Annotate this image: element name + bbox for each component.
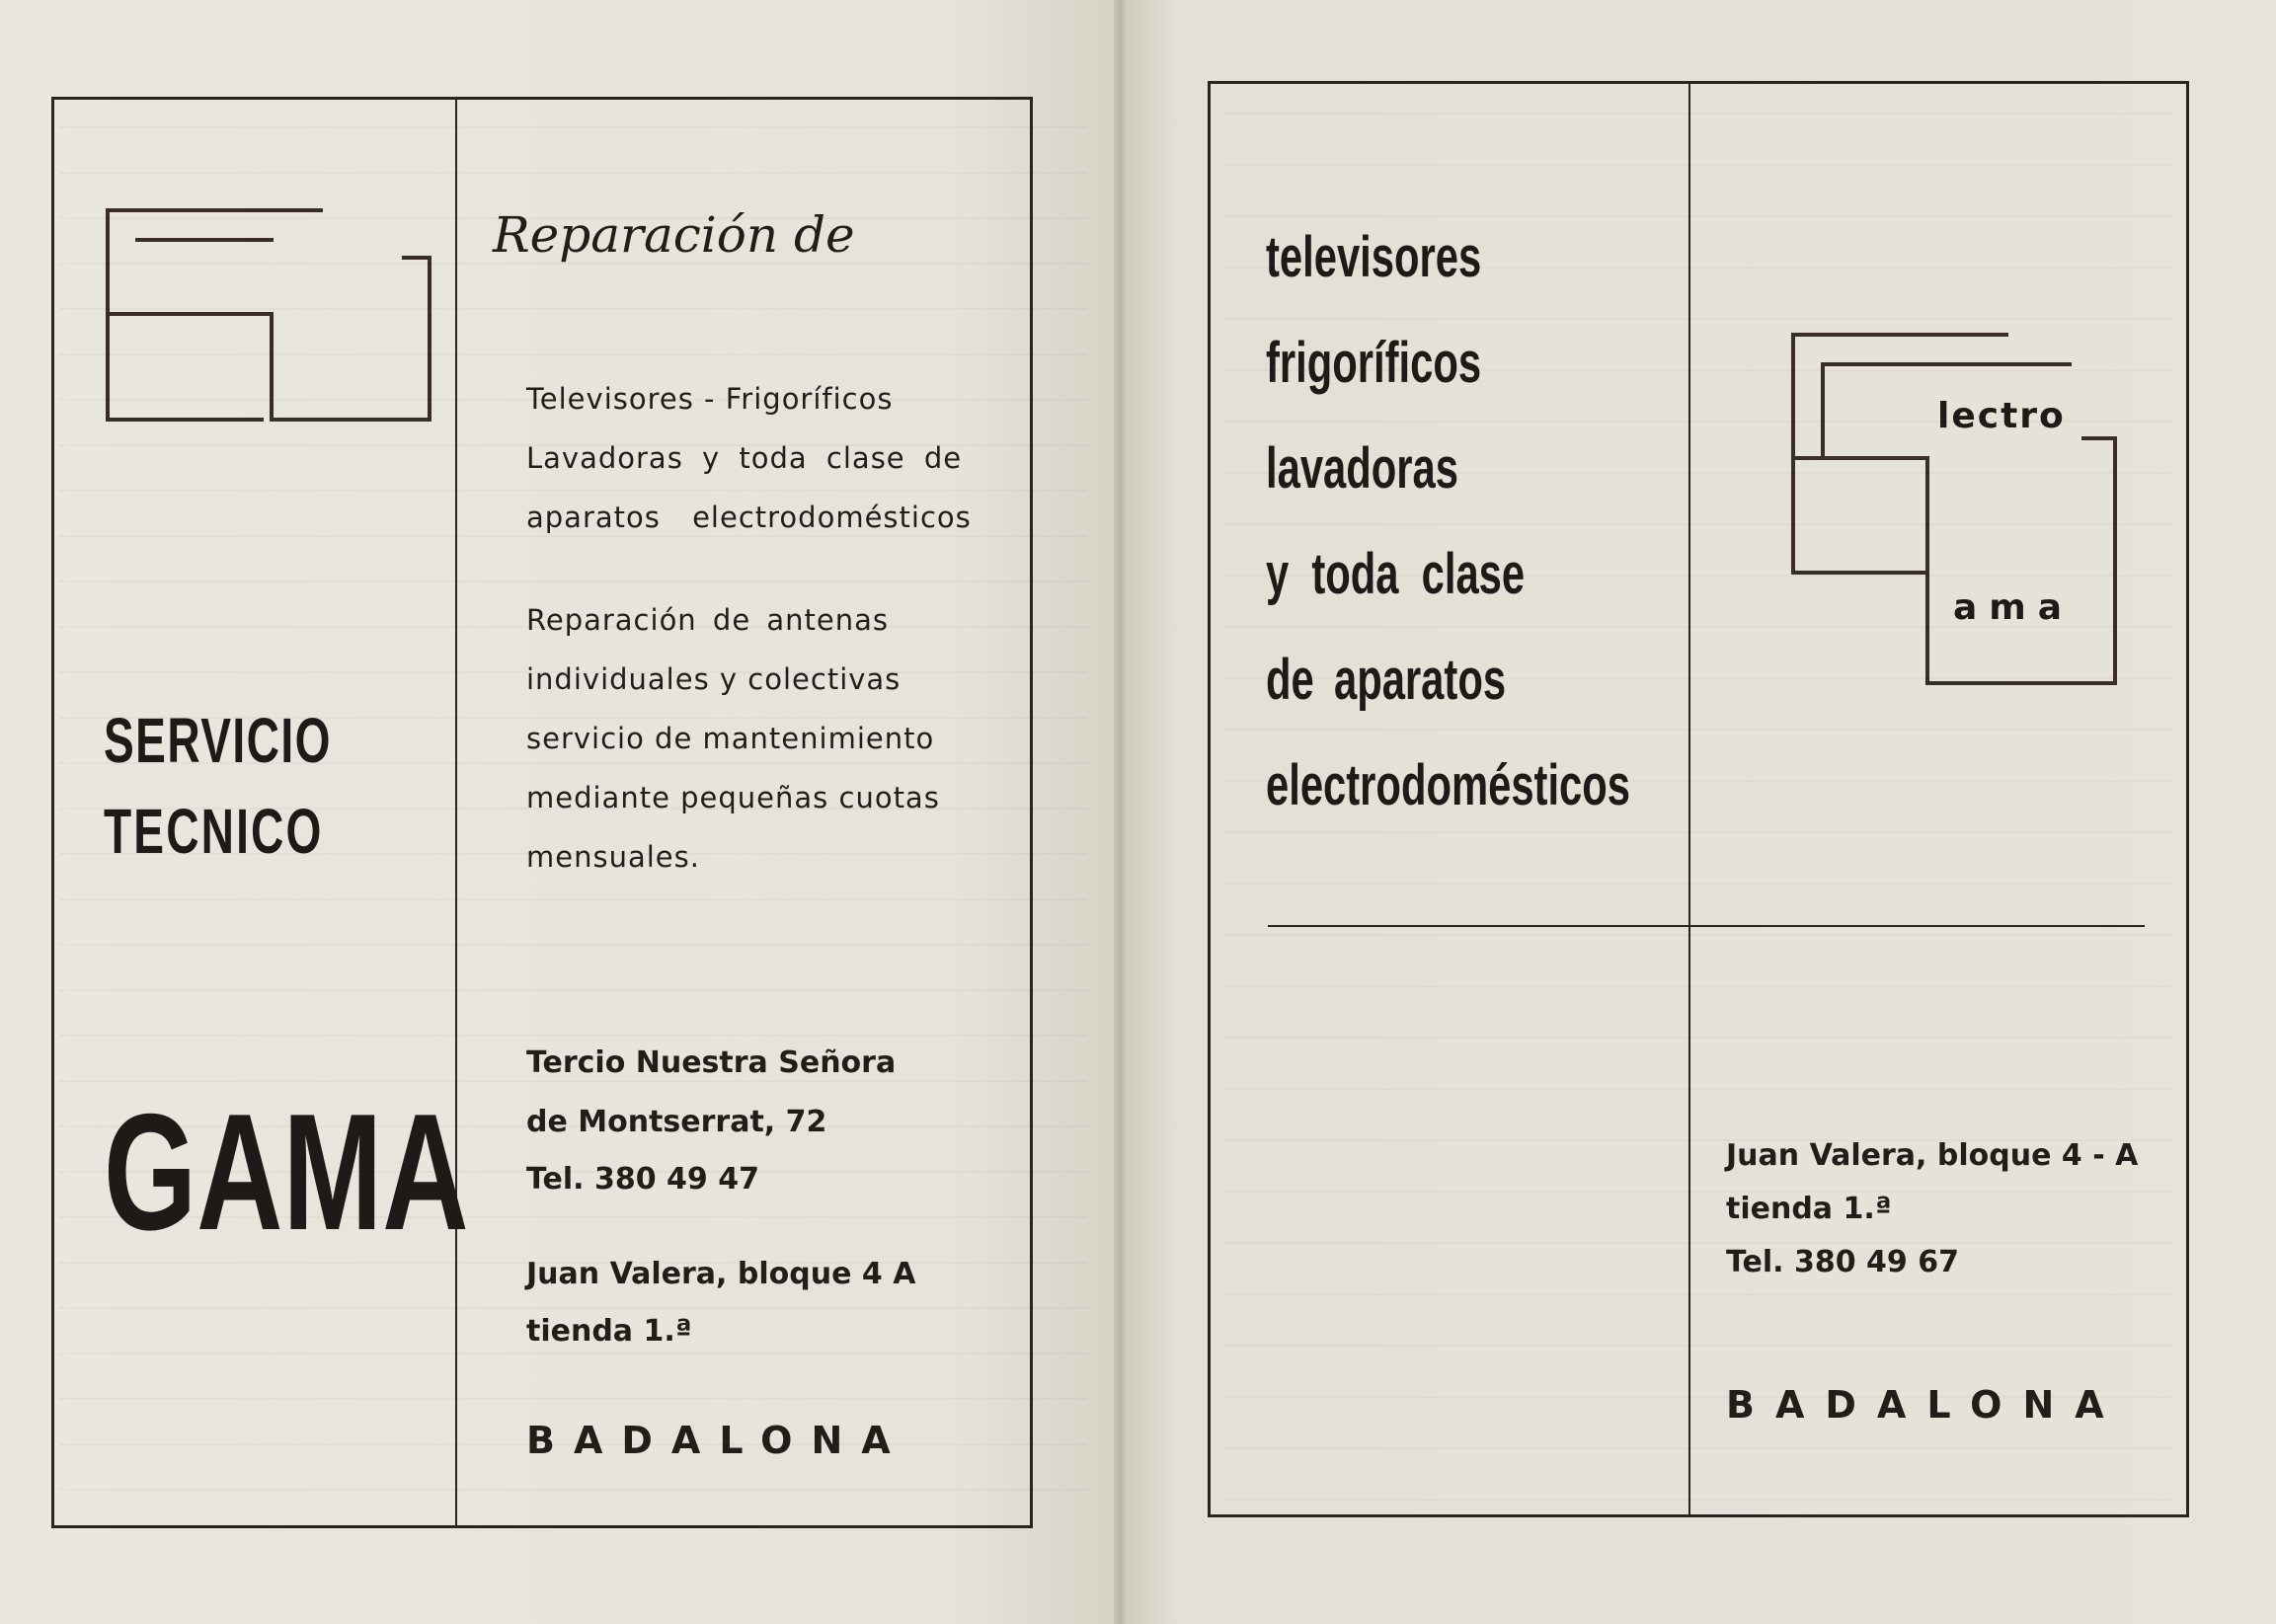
logo-word-bottom: ama	[1953, 587, 2075, 628]
electro-gama-logo	[1791, 333, 2117, 688]
address-line: Juan Valera, bloque 4 - A	[1726, 1138, 2139, 1173]
logo-word-top: lectro	[1937, 396, 2066, 436]
service-title-line-1: SERVICIO	[104, 705, 332, 776]
product-line: frigoríficos	[1266, 331, 1482, 395]
product-line: lavadoras	[1266, 436, 1458, 501]
services-line: aparatos electrodomésticos	[526, 501, 972, 534]
maintenance-line: mensuales.	[526, 840, 700, 874]
product-list	[1266, 224, 1772, 858]
gama-logo-mark	[106, 208, 432, 425]
address-line: de Montserrat, 72	[526, 1105, 827, 1139]
phone-number: Tel. 380 49 67	[1726, 1245, 1959, 1279]
product-line: de aparatos	[1266, 648, 1507, 712]
services-line: Televisores - Frigoríficos	[526, 382, 894, 416]
services-line: Lavadoras y toda clase de	[526, 441, 963, 475]
book-spine	[1114, 0, 1128, 1624]
service-title	[104, 704, 421, 886]
city-name: BADALONA	[1726, 1383, 2125, 1427]
maintenance-line: mediante pequeñas cuotas	[526, 781, 940, 814]
service-title-line-2: TECNICO	[104, 796, 324, 867]
address-line: Tercio Nuestra Señora	[526, 1045, 897, 1080]
phone-number: Tel. 380 49 47	[526, 1162, 759, 1197]
address-line: tienda 1.ª	[1726, 1192, 1892, 1226]
product-line: televisores	[1266, 225, 1482, 289]
brand-name: GAMA	[104, 1079, 469, 1265]
address-line: Juan Valera, bloque 4 A	[526, 1257, 916, 1291]
antenna-line: individuales y colectivas	[526, 662, 902, 696]
product-line: y toda clase	[1266, 542, 1526, 606]
antenna-line: Reparación de antenas	[526, 603, 889, 637]
maintenance-line: servicio de mantenimiento	[526, 722, 935, 755]
ad-heading: Reparación de	[493, 206, 855, 264]
address-line: tienda 1.ª	[526, 1314, 692, 1349]
product-line: electrodomésticos	[1266, 753, 1631, 817]
right-ad-hrule	[1268, 925, 2145, 927]
left-ad-frame	[51, 97, 1033, 1528]
city-name: BADALONA	[526, 1419, 909, 1462]
left-ad-divider	[455, 100, 457, 1525]
right-ad-frame	[1208, 81, 2189, 1517]
